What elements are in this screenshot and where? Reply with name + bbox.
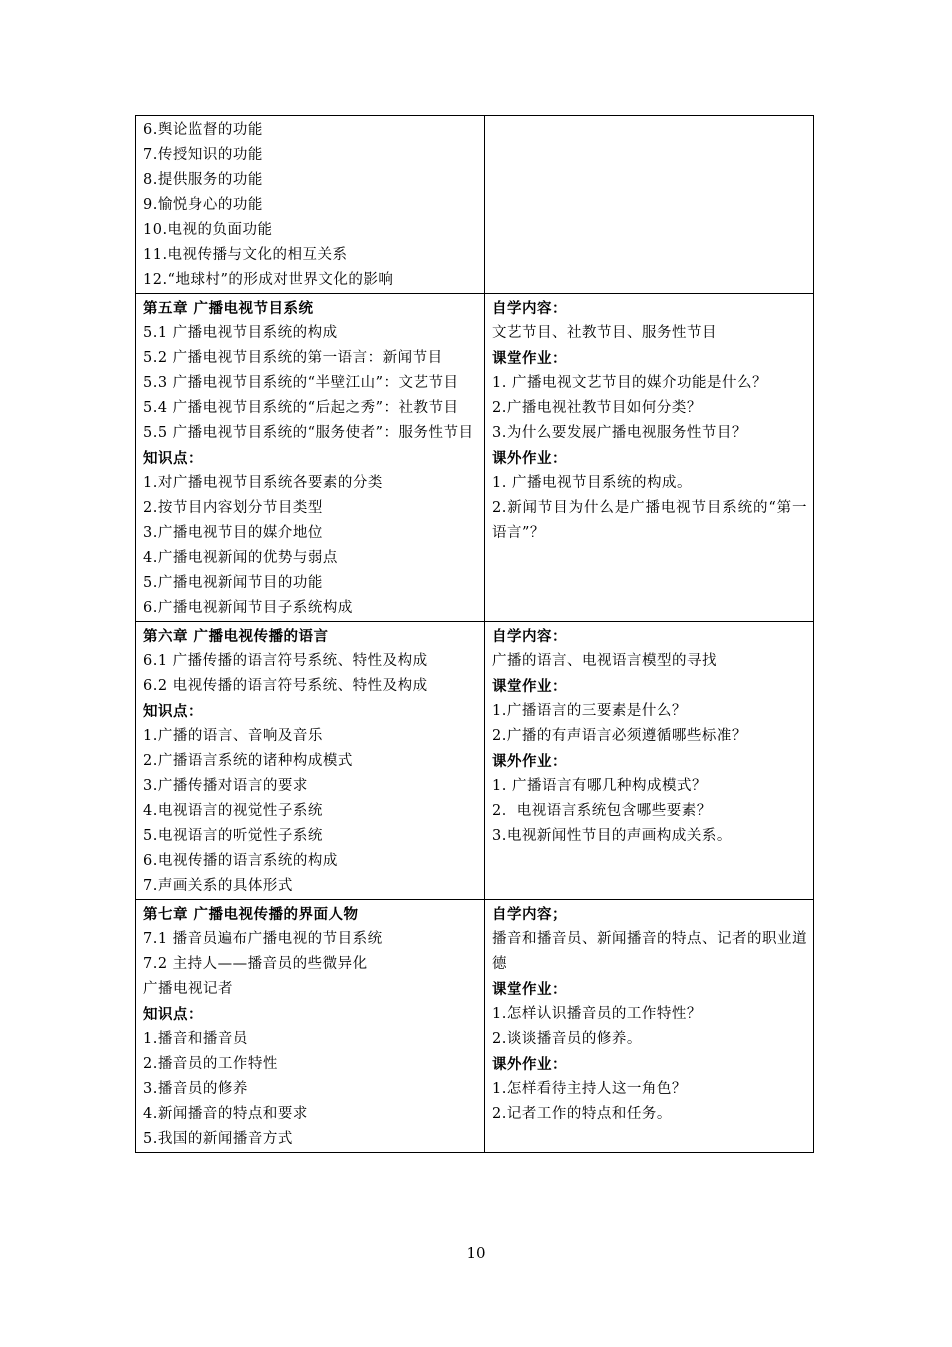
section-heading: 课堂作业： [492, 981, 567, 998]
text-line: 广播的语言、电视语言模型的寻找 [492, 653, 717, 669]
section-heading: 课外作业： [492, 1056, 567, 1073]
text-line: 5.2 广播电视节目系统的第一语言：新闻节目 [143, 350, 443, 366]
text-line: 5.5 广播电视节目系统的“服务使者”：服务性节目 [143, 425, 474, 441]
text-line: 2.新闻节目为什么是广播电视节目系统的“第一语言”？ [492, 500, 807, 541]
text-line: 4.新闻播音的特点和要求 [143, 1106, 308, 1122]
text-line: 6.广播电视新闻节目子系统构成 [143, 600, 353, 616]
assignment-cell [485, 622, 814, 900]
text-line: 2.广播电视社教节目如何分类？ [492, 400, 702, 416]
section-heading: 第六章 广播电视传播的语言 [143, 628, 329, 645]
text-line: 5.我国的新闻播音方式 [143, 1131, 293, 1147]
text-line: 1.怎样看待主持人这一角色？ [492, 1081, 687, 1097]
text-line: 1.怎样认识播音员的工作特性？ [492, 1006, 702, 1022]
page-number: 10 [466, 1244, 486, 1262]
text-line: 5.3 广播电视节目系统的“半壁江山”：文艺节目 [143, 375, 459, 391]
text-line: 6.1 广播传播的语言符号系统、特性及构成 [143, 653, 428, 669]
section-heading: 知识点： [143, 450, 203, 467]
syllabus-table [135, 115, 814, 1153]
assignment-cell [485, 116, 814, 294]
text-line: 6.电视传播的语言系统的构成 [143, 853, 338, 869]
text-line: 2．电视语言系统包含哪些要素？ [492, 803, 712, 819]
text-line: 7.1 播音员遍布广播电视的节目系统 [143, 931, 383, 947]
assignment-cell [485, 900, 814, 1153]
section-heading: 课外作业： [492, 753, 567, 770]
text-line: 9.愉悦身心的功能 [143, 197, 263, 213]
text-line: 2.广播的有声语言必须遵循哪些标准？ [492, 728, 747, 744]
text-line: 播音和播音员、新闻播音的特点、记者的职业道德 [492, 931, 807, 972]
text-line: 4.广播电视新闻的优势与弱点 [143, 550, 338, 566]
text-line: 7.声画关系的具体形式 [143, 878, 293, 894]
chapter-outline-cell [136, 294, 485, 622]
chapter-outline-cell [136, 116, 485, 294]
table-row [136, 116, 814, 294]
chapter-outline-cell [136, 622, 485, 900]
table-row [136, 900, 814, 1153]
text-line: 5.电视语言的听觉性子系统 [143, 828, 323, 844]
text-line: 11.电视传播与文化的相互关系 [143, 247, 348, 263]
section-heading: 知识点： [143, 703, 203, 720]
text-line: 6.舆论监督的功能 [143, 122, 263, 138]
text-line: 3.广播电视节目的媒介地位 [143, 525, 323, 541]
section-heading: 第五章 广播电视节目系统 [143, 300, 314, 317]
text-line: 10.电视的负面功能 [143, 222, 273, 238]
text-line: 2.广播语言系统的诸种构成模式 [143, 753, 353, 769]
assignment-cell [485, 294, 814, 622]
text-line: 1.播音和播音员 [143, 1031, 248, 1047]
section-heading: 自学内容： [492, 628, 567, 645]
text-line: 2.谈谈播音员的修养。 [492, 1031, 642, 1047]
text-line: 文艺节目、社教节目、服务性节目 [492, 325, 717, 341]
text-line: 5.4 广播电视节目系统的“后起之秀”：社教节目 [143, 400, 459, 416]
text-line: 5.1 广播电视节目系统的构成 [143, 325, 338, 341]
text-line: 1. 广播语言有哪几种构成模式？ [492, 778, 707, 794]
text-line: 1. 广播电视节目系统的构成。 [492, 475, 692, 491]
text-line: 6.2 电视传播的语言符号系统、特性及构成 [143, 678, 428, 694]
text-line: 1.对广播电视节目系统各要素的分类 [143, 475, 383, 491]
text-line: 2.记者工作的特点和任务。 [492, 1106, 672, 1122]
section-heading: 课堂作业： [492, 350, 567, 367]
section-heading: 课外作业： [492, 450, 567, 467]
chapter-outline-cell [136, 900, 485, 1153]
section-heading: 自学内容； [492, 906, 567, 923]
text-line: 1.广播语言的三要素是什么？ [492, 703, 687, 719]
section-heading: 第七章 广播电视传播的界面人物 [143, 906, 359, 923]
text-line: 5.广播电视新闻节目的功能 [143, 575, 323, 591]
text-line: 4.电视语言的视觉性子系统 [143, 803, 323, 819]
text-line: 3.广播传播对语言的要求 [143, 778, 308, 794]
section-heading: 课堂作业： [492, 678, 567, 695]
text-line: 2.播音员的工作特性 [143, 1056, 278, 1072]
text-line: 3.电视新闻性节目的声画构成关系。 [492, 828, 732, 844]
text-line: 3.为什么要发展广播电视服务性节目？ [492, 425, 747, 441]
section-heading: 自学内容： [492, 300, 567, 317]
table-row [136, 622, 814, 900]
text-line: 1. 广播电视文艺节目的媒介功能是什么？ [492, 375, 767, 391]
text-line: 7.2 主持人——播音员的些微异化 [143, 956, 368, 972]
text-line: 8.提供服务的功能 [143, 172, 263, 188]
text-line: 1.广播的语言、音响及音乐 [143, 728, 323, 744]
section-heading: 知识点： [143, 1006, 203, 1023]
table-row [136, 294, 814, 622]
text-line: 12.“地球村”的形成对世界文化的影响 [143, 272, 394, 288]
text-line: 7.传授知识的功能 [143, 147, 263, 163]
text-line: 3.播音员的修养 [143, 1081, 248, 1097]
text-line: 广播电视记者 [143, 981, 233, 997]
text-line: 2.按节目内容划分节目类型 [143, 500, 323, 516]
